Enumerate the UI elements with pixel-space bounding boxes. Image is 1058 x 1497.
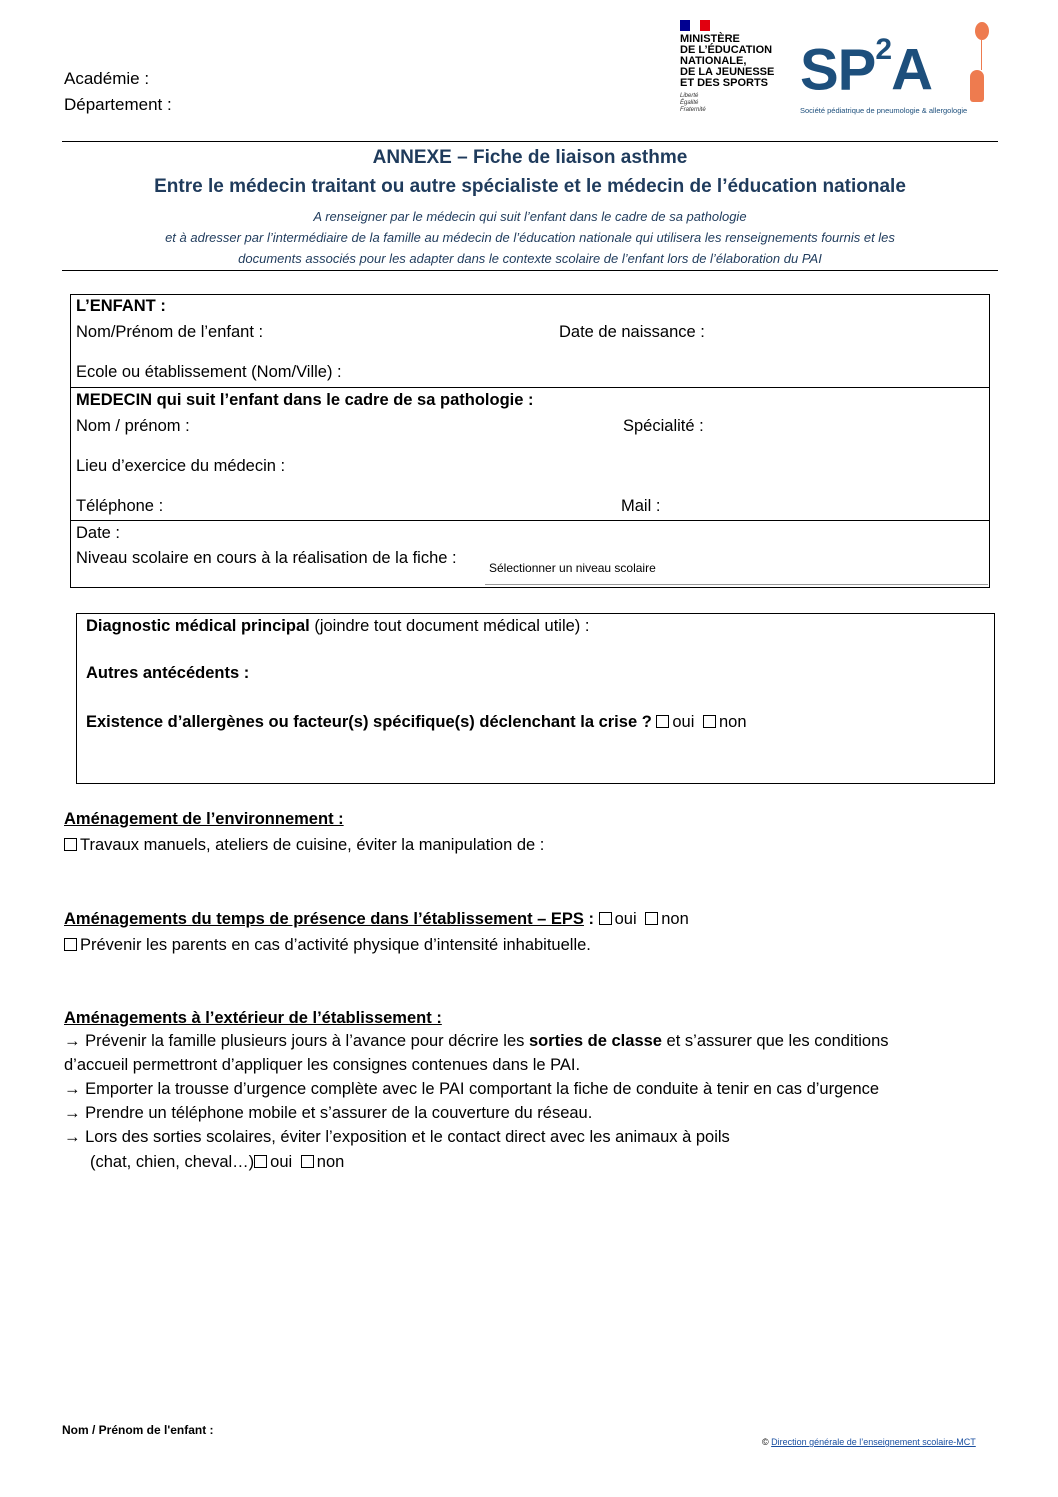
environnement-heading — [64, 810, 344, 829]
devise-line: Liberté — [680, 93, 699, 99]
allergenes-label: Existence d’allergènes ou facteur(s) spécifique(s) déclenchant la crise ? — [86, 713, 652, 731]
exterieur-item-3-text: Prendre un téléphone mobile et s’assurer de la couverture du réseau. — [85, 1104, 593, 1122]
autres-antecedents-field[interactable]: Autres antécédents : — [86, 664, 250, 682]
ministry-line: ET DES SPORTS — [680, 77, 769, 89]
date-field[interactable]: Date : — [76, 524, 121, 542]
section-divider — [71, 520, 989, 521]
environnement-item — [64, 836, 544, 855]
title-rule — [62, 270, 998, 271]
arrow-icon: → — [64, 1032, 81, 1050]
page-subtitle: Entre le médecin traitant ou autre spécialiste et le médecin de l’éducation nationale — [154, 176, 906, 197]
top-rule — [62, 141, 998, 142]
sp2a-tagline: Société pédiatrique de pneumologie & allergologie — [800, 106, 968, 116]
presence-colon: : — [583, 910, 595, 928]
exterieur-item-4-options — [90, 1153, 344, 1172]
presence-item — [64, 936, 591, 955]
departement-label: Département : — [64, 95, 172, 114]
instructions — [62, 206, 998, 269]
checkbox-travaux-manuels[interactable] — [64, 838, 77, 851]
child-figure-icon — [970, 70, 984, 102]
presence-heading — [64, 910, 689, 929]
checkbox-prevenir-parents[interactable] — [64, 938, 77, 951]
diagnostic-principal-field[interactable] — [86, 617, 589, 636]
non-label: non — [316, 1153, 345, 1171]
niveau-select-underline — [485, 584, 988, 585]
exterieur-heading — [64, 1009, 442, 1028]
exterieur-heading-text: Aménagements à l’extérieur de l’établissement : — [64, 1009, 442, 1027]
medecin-nom-field[interactable]: Nom / prénom : — [76, 417, 190, 435]
copyright-link[interactable]: Direction générale de l’enseignement scolaire-MCT — [771, 1437, 976, 1447]
enfant-heading: L’ENFANT : — [76, 297, 166, 315]
sp2a-sp: SP — [800, 37, 876, 103]
oui-label: oui — [270, 1153, 293, 1171]
footer-nom-enfant: Nom / Prénom de l'enfant : — [62, 1423, 214, 1437]
ministry-logo — [680, 20, 790, 114]
medecin-heading: MEDECIN qui suit l’enfant dans le cadre de sa pathologie : — [76, 391, 534, 409]
diagnostic-box — [76, 613, 995, 784]
checkbox-allergenes-non[interactable] — [703, 715, 716, 728]
diagnostic-principal-label: Diagnostic médical principal — [86, 617, 310, 635]
ecole-field[interactable]: Ecole ou établissement (Nom/Ville) : — [76, 363, 342, 381]
lieu-exercice-field[interactable]: Lieu d’exercice du médecin : — [76, 457, 286, 475]
exterieur-item-4 — [64, 1128, 730, 1147]
copyright-symbol: © — [762, 1437, 769, 1447]
page-title: ANNEXE – Fiche de liaison asthme — [372, 147, 688, 168]
ministry-line: NATIONALE, — [680, 55, 747, 67]
info-table — [70, 294, 990, 588]
balloon-icon — [975, 22, 989, 40]
section-divider — [71, 387, 989, 388]
niveau-select[interactable]: Sélectionner un niveau scolaire — [489, 561, 656, 575]
exterieur-item-2 — [64, 1080, 879, 1099]
oui-label: oui — [672, 713, 695, 731]
ministry-line: MINISTÈRE — [680, 33, 740, 45]
sp2a-a: A — [891, 37, 932, 103]
telephone-field[interactable]: Téléphone : — [76, 497, 164, 515]
environnement-heading-text: Aménagement de l’environnement : — [64, 810, 344, 828]
devise — [680, 93, 790, 114]
checkbox-animaux-non[interactable] — [301, 1155, 314, 1168]
sp2a-sup: 2 — [875, 33, 892, 66]
exterieur-item-1-c: et s’assurer que les conditions — [661, 1032, 889, 1050]
arrow-icon: → — [64, 1128, 81, 1146]
devise-line: Égalité — [680, 100, 699, 106]
non-label: non — [719, 713, 747, 731]
exterieur-item-4-b: (chat, chien, cheval…) — [90, 1153, 255, 1171]
arrow-icon: → — [64, 1104, 81, 1122]
instructions-line: et à adresser par l’intermédiaire de la famille au médecin de l’éducation nationale qui utilisera les renseignements fournis et les — [165, 230, 895, 245]
devise-line: Fraternité — [680, 107, 706, 113]
presence-item-text: Prévenir les parents en cas d’activité physique d’intensité inhabituelle. — [80, 936, 591, 954]
specialite-field[interactable]: Spécialité : — [623, 417, 704, 435]
checkbox-eps-non[interactable] — [645, 912, 658, 925]
non-label: non — [661, 910, 689, 928]
exterieur-item-1-a: Prévenir la famille plusieurs jours à l’avance pour décrire les — [85, 1032, 529, 1050]
exterieur-item-1-cont: d’accueil permettront d’appliquer les consignes contenues dans le PAI. — [64, 1056, 581, 1074]
exterieur-item-1-b: sorties de classe — [528, 1032, 662, 1050]
exterieur-item-4-text: Lors des sorties scolaires, éviter l’exposition et le contact direct avec les animaux à poils — [85, 1128, 730, 1146]
allergenes-question — [86, 713, 747, 732]
niveau-label: Niveau scolaire en cours à la réalisation de la fiche : — [76, 549, 457, 567]
checkbox-animaux-oui[interactable] — [254, 1155, 267, 1168]
instructions-line: A renseigner par le médecin qui suit l’enfant dans le cadre de sa pathologie — [313, 209, 747, 224]
academie-label: Académie : — [64, 69, 150, 88]
checkbox-allergenes-oui[interactable] — [656, 715, 669, 728]
environnement-item-text: Travaux manuels, ateliers de cuisine, éviter la manipulation de : — [80, 836, 545, 854]
diagnostic-principal-note: (joindre tout document médical utile) : — [309, 617, 590, 635]
oui-label: oui — [614, 910, 637, 928]
french-flag-icon — [680, 20, 710, 31]
ministry-line: DE L’ÉDUCATION — [680, 44, 773, 56]
balloon-string-icon — [981, 40, 982, 70]
exterieur-item-3 — [64, 1104, 592, 1123]
date-naissance-field[interactable]: Date de naissance : — [559, 323, 705, 341]
enfant-nom-field[interactable]: Nom/Prénom de l’enfant : — [76, 323, 264, 341]
ministry-line: DE LA JEUNESSE — [680, 66, 775, 78]
mail-field[interactable]: Mail : — [621, 497, 661, 515]
exterieur-item-1 — [64, 1032, 889, 1051]
footer-copyright — [762, 1437, 976, 1447]
exterieur-item-2-text: Emporter la trousse d’urgence complète avec le PAI comportant la fiche de conduite à tenir en cas d’urgence — [85, 1080, 880, 1098]
presence-heading-text: Aménagements du temps de présence dans l’établissement – EPS — [64, 910, 584, 928]
header-left — [64, 66, 172, 118]
arrow-icon: → — [64, 1080, 81, 1098]
checkbox-eps-oui[interactable] — [599, 912, 612, 925]
instructions-line: documents associés pour les adapter dans le contexte scolaire de l’enfant lors de l’élaboration du PAI — [238, 251, 822, 266]
